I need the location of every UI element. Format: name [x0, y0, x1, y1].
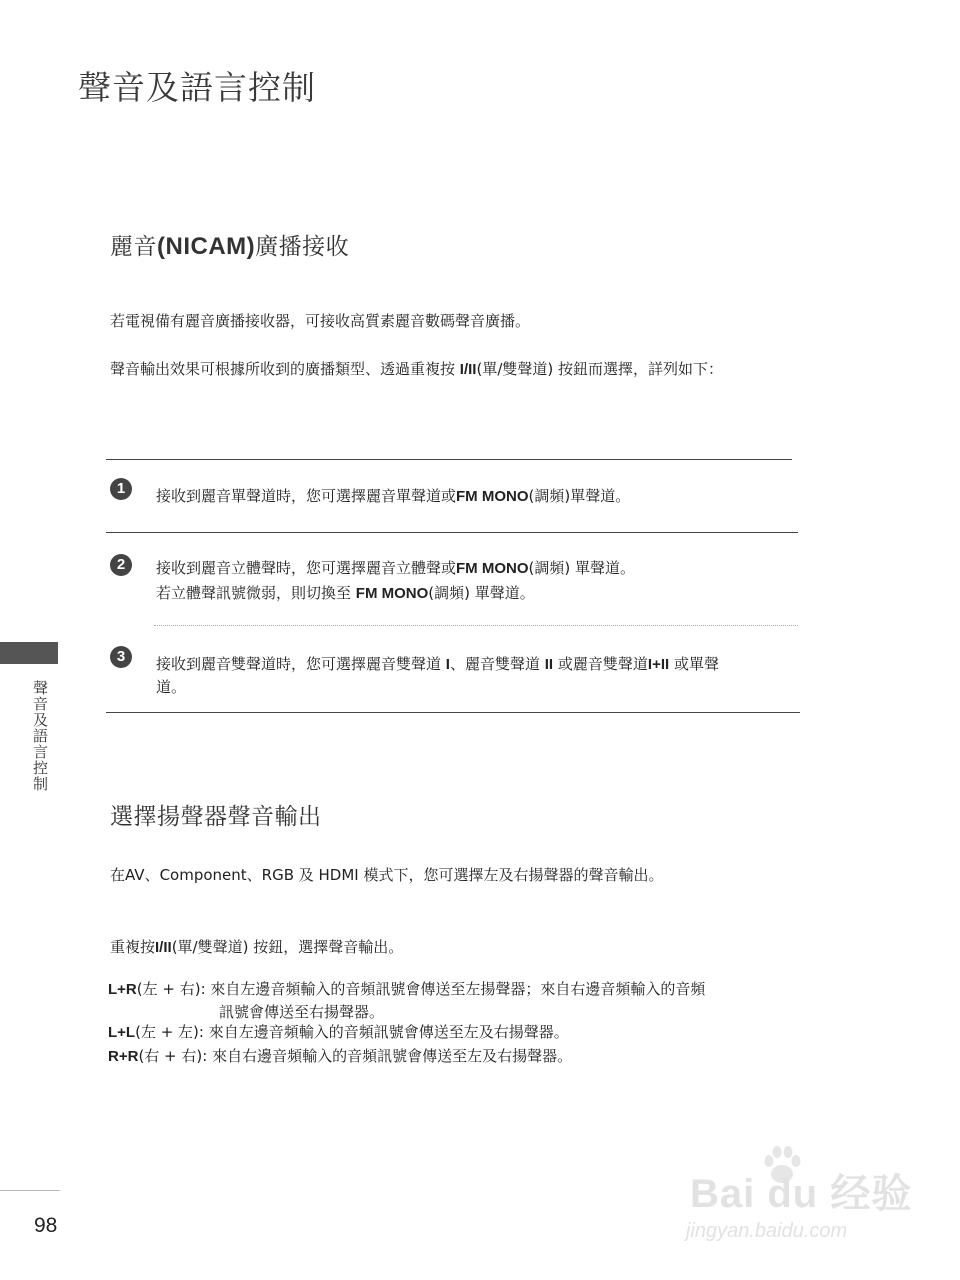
step-number-1: 1	[110, 478, 132, 500]
watermark-logo: Bai du 经验	[690, 1172, 913, 1216]
step-2-line-1-a: 接收到麗音立體聲時，您可選擇麗音立體聲或	[156, 559, 457, 577]
option-rr-desc: 來自右邊音頻輸入的音頻訊號會傳送至左及右揚聲器。	[212, 1047, 573, 1065]
nicam-desc-b: (單/雙聲道) 按鈕而選擇，詳列如下：	[476, 360, 723, 378]
step-number-2: 2	[110, 554, 132, 576]
option-rr-key: R+R	[108, 1048, 139, 1065]
side-tab-label: 聲音及語言控制	[31, 680, 49, 792]
footer-rule	[0, 1190, 60, 1191]
step-1-text-a: 接收到麗音單聲道時，您可選擇麗音單聲道或	[156, 487, 457, 505]
nicam-description	[110, 358, 723, 379]
step-3-text-a: 接收到麗音雙聲道時，您可選擇麗音雙聲道	[156, 655, 442, 673]
nicam-heading-suffix: 廣播接收	[255, 234, 350, 260]
option-rr	[108, 1045, 572, 1066]
step-3-text-m1: 、麗音雙聲道	[449, 655, 540, 673]
step-3-text-b: 或單聲	[673, 655, 719, 673]
step-3-key-3: I+II	[647, 656, 670, 673]
option-lr-key: L+R	[108, 981, 137, 998]
step-number-3: 3	[110, 646, 132, 668]
speaker-intro: 在AV、Component、RGB 及 HDMI 模式下，您可選擇左及右揚聲器的聲音輸出。	[110, 866, 664, 884]
step-2-line-1	[156, 557, 635, 578]
divider-1	[106, 532, 798, 533]
divider-top	[106, 459, 792, 460]
nicam-intro: 若電視備有麗音廣播接收器，可接收高質素麗音數碼聲音廣播。	[110, 312, 531, 330]
nicam-desc-key: I/II	[459, 361, 477, 378]
option-rr-paren: (右 + 右):	[138, 1047, 208, 1065]
nicam-heading-bold: (NICAM)	[157, 233, 256, 260]
step-2-line-1-key: FM MONO	[456, 560, 529, 577]
step-1-text	[156, 485, 630, 506]
option-ll-key: L+L	[108, 1024, 136, 1041]
option-ll-desc: 來自左邊音頻輸入的音頻訊號會傳送至左及右揚聲器。	[208, 1023, 569, 1041]
watermark-url: jingyan.baidu.com	[686, 1220, 848, 1242]
step-1-text-b: (調頻)單聲道。	[528, 487, 631, 505]
step-2-line-2-b: (調頻) 單聲道。	[428, 584, 535, 602]
nicam-heading-prefix: 麗音	[110, 234, 157, 260]
step-2-line-2-key: FM MONO	[355, 585, 429, 602]
side-tab-bar	[0, 642, 58, 664]
divider-bottom	[106, 712, 800, 713]
option-ll-paren: (左 + 左):	[135, 1023, 204, 1041]
step-1-key: FM MONO	[456, 488, 529, 505]
step-3-key-2: II	[544, 656, 554, 673]
nicam-heading	[110, 228, 349, 261]
option-lr-desc: 來自左邊音頻輸入的音頻訊號會傳送至左揚聲器；來自右邊音頻輸入的音頻	[210, 980, 706, 998]
step-2-line-2	[156, 582, 535, 603]
step-3-line-2: 道。	[156, 678, 187, 696]
step-2-line-1-b: (調頻) 單聲道。	[528, 559, 635, 577]
option-ll	[108, 1021, 569, 1042]
speaker-press-instruction	[110, 936, 403, 957]
option-lr-paren: (左 + 右):	[136, 980, 206, 998]
nicam-desc-a: 聲音輸出效果可根據所收到的廣播類型、透過重複按	[110, 360, 456, 378]
step-3-line-1	[156, 653, 719, 674]
step-3-key-1: I	[445, 656, 450, 673]
page-number: 98	[34, 1214, 58, 1237]
page-title: 聲音及語言控制	[78, 68, 316, 107]
option-lr-desc-2: 訊號會傳送至右揚聲器。	[219, 1003, 385, 1021]
speaker-press-key: I/II	[155, 939, 172, 956]
speaker-heading: 選擇揚聲器聲音輸出	[110, 804, 322, 830]
divider-dotted	[154, 625, 798, 626]
speaker-press-b: (單/雙聲道) 按鈕，選擇聲音輸出。	[171, 938, 404, 956]
option-lr	[108, 978, 705, 999]
speaker-press-a: 重複按	[110, 938, 156, 956]
step-2-line-2-a: 若立體聲訊號微弱，則切換至	[156, 584, 352, 602]
step-3-text-m2: 或麗音雙聲道	[557, 655, 648, 673]
